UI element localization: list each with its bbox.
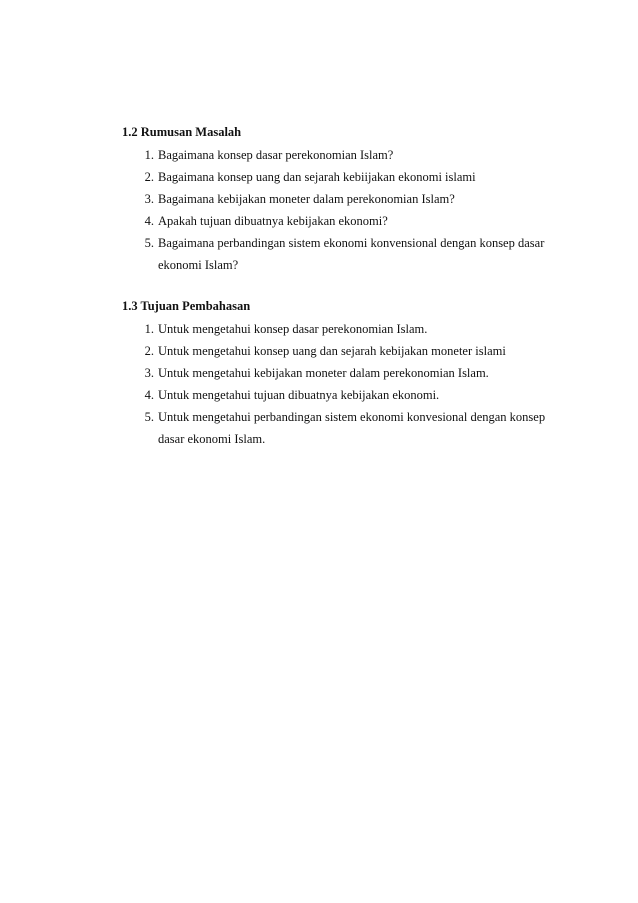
item-text: Bagaimana konsep uang dan sejarah kebiijakan ekonomi islami [158, 170, 476, 184]
numbered-list [122, 318, 562, 450]
item-number: 4. [144, 388, 154, 402]
item-text: Untuk mengetahui perbandingan sistem ekonomi konvesional dengan konsep dasar ekonomi Islam. [158, 410, 546, 446]
section-heading: 1.3 Tujuan Pembahasan [122, 299, 251, 313]
item-text: Bagaimana konsep dasar perekonomian Islam? [158, 148, 394, 162]
list-item [122, 340, 562, 362]
item-number: 1. [144, 322, 154, 336]
list-item [122, 166, 562, 188]
item-number: 5. [144, 410, 154, 424]
list-item [122, 188, 562, 210]
list-item [122, 144, 562, 166]
list-item [122, 384, 562, 406]
list-item [122, 362, 562, 384]
item-number: 1. [144, 148, 154, 162]
section-heading: 1.2 Rumusan Masalah [122, 125, 242, 139]
list-item [122, 406, 562, 450]
item-text: Untuk mengetahui konsep uang dan sejarah kebijakan moneter islami [158, 344, 506, 358]
item-number: 5. [144, 236, 154, 250]
item-text: Bagaimana kebijakan moneter dalam perekonomian Islam? [158, 192, 455, 206]
section-rumusan-masalah [122, 124, 562, 276]
list-item [122, 232, 562, 276]
item-number: 3. [144, 366, 154, 380]
numbered-list [122, 144, 562, 276]
item-text: Untuk mengetahui kebijakan moneter dalam perekonomian Islam. [158, 366, 489, 380]
item-text: Untuk mengetahui konsep dasar perekonomian Islam. [158, 322, 428, 336]
item-text: Bagaimana perbandingan sistem ekonomi konvensional dengan konsep dasar ekonomi Islam? [158, 236, 545, 272]
list-item [122, 318, 562, 340]
item-text: Untuk mengetahui tujuan dibuatnya kebijakan ekonomi. [158, 388, 440, 402]
item-number: 3. [144, 192, 154, 206]
item-text: Apakah tujuan dibuatnya kebijakan ekonomi? [158, 214, 388, 228]
item-number: 4. [144, 214, 154, 228]
section-tujuan-pembahasan [122, 298, 562, 450]
item-number: 2. [144, 170, 154, 184]
item-number: 2. [144, 344, 154, 358]
list-item [122, 210, 562, 232]
